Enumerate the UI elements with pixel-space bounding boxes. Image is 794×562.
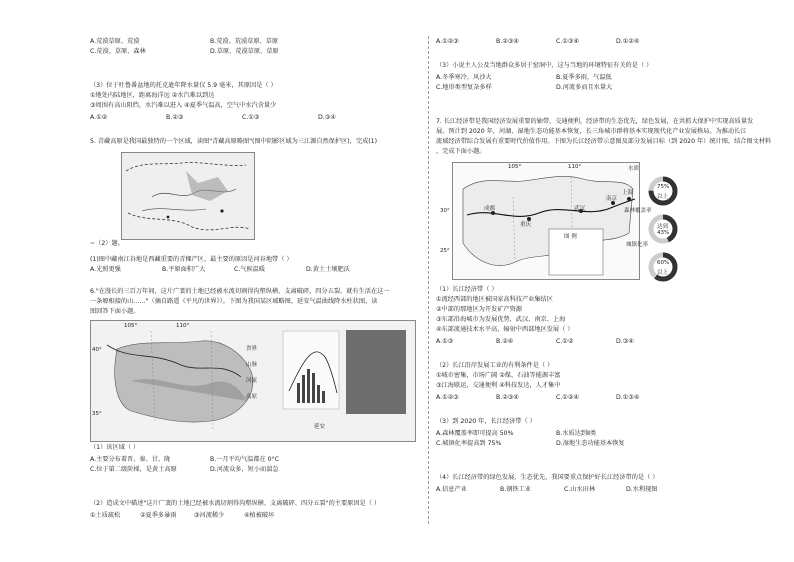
q7-2-option-b: B.②③④ — [496, 394, 519, 401]
top-option-a: A.①②③ — [436, 38, 459, 45]
q3-option-b: B.②③ — [166, 114, 184, 121]
map-lat-30: 30° — [440, 208, 450, 214]
map-label-nanjing: 南京 — [606, 196, 618, 202]
ring-water-quality — [648, 176, 678, 206]
stat-urban-value: 60% — [657, 260, 670, 266]
q7-line2: 展。预计到 2020 年，河湖、湿地生态功能基本恢复，长三角城市群将基本实现现代化产业发展格局。为推动长江 — [436, 128, 747, 135]
q7-1-option-c: C.①② — [556, 338, 574, 345]
stat-water-label: 水质 — [628, 166, 640, 172]
column-divider — [428, 36, 429, 524]
q3-line2: ③周围有高山阻挡，水汽难以进入 ④夏季气温高，空气中水汽含量少 — [90, 102, 277, 109]
top-option-c: C.①③④ — [556, 38, 579, 45]
q6-option-d: D.河流众多，短小而湍急 — [210, 466, 279, 473]
q5-stem: 5. 青藏高原是我国最独特的一个区域，读图"青藏高原略图"(图中阴影区域为三江源自然保护区)，完成(1) — [90, 138, 378, 145]
lat-label-40: 40° — [92, 347, 102, 353]
r-q3-option-b: B.夏季多雨，气温低 — [556, 74, 612, 81]
q-prev-option-a: A.荒漠草原、荒漠 — [90, 38, 140, 45]
q7-2-line2: ③江海联运，交通便利 ④科技发达，人才集中 — [436, 382, 561, 389]
q5-sub: ~（2）题。 — [90, 240, 124, 247]
q7-line3: 流域经济带综合发展有重要时代价值作用。下图为长江经济带示意图及部分发展目标（到 2020 年）统计图。结合图文材料 — [436, 138, 772, 145]
stat-urban-note: 以上 — [657, 270, 669, 276]
q7-2-stem: （2）长江沿岸发展工业的有利条件是（ ） — [436, 362, 554, 369]
map-label-shanghai: 上海 — [622, 190, 634, 196]
stat-water-note: 以上 — [657, 194, 669, 200]
q7-1-item-1: ①流经西部的地区被国家高科技产业集结区 — [436, 296, 553, 303]
q6-line2: 一条塬相接的山……"（摘自路遥《平凡的世界》）。下图为我国某区域略图，延安气温曲线降水柱状图，读 — [90, 298, 378, 305]
q7-2-option-d: D.①③④ — [616, 394, 640, 401]
q3-stem: （3）位于吐鲁番盆地的托克逊年降水量仅 5.9 毫米，其原因是（ ） — [90, 82, 277, 89]
q7-1-option-a: A.①③ — [436, 338, 454, 345]
yangtze-economic-belt-map — [452, 162, 640, 280]
q5-option-d: D.黄土土壤肥沃 — [306, 266, 350, 273]
r-q3-option-a: A.冬季寒冷，风沙大 — [436, 74, 492, 81]
legend-river: 河流 — [246, 378, 258, 384]
map-label-chongqing: 重庆 — [520, 222, 532, 228]
legend-province-border: 省界 — [246, 346, 258, 352]
stat-forest-label: 森林覆盖率 — [624, 208, 652, 214]
q7-3-option-b: B.水质达到Ⅱ类 — [556, 430, 597, 437]
q6-option-b: B.一月平均气温都在 0°C — [210, 456, 280, 463]
map-lon-105: 105° — [508, 164, 522, 170]
q5-option-a: A.光照更强 — [90, 266, 121, 273]
q3-line1: ①地处内陆地区，距离海洋远 ②水汽难以到达 — [90, 92, 215, 99]
q6-option-a: A.主要分布着晋、秦、甘、陇 — [90, 456, 171, 463]
q7-3-stem: （3）到 2020 年，长江经济带（ ） — [436, 418, 536, 425]
tibet-map-drawing — [122, 153, 254, 239]
q7-1-stem: （1）长江经济带（ ） — [436, 286, 498, 293]
q6-line3: 图回答下面小题。 — [90, 308, 140, 315]
q5-q1-stem: (1)图中藏南江谷地是西藏重要的青稞产区，最主要的原因是河谷地带（ ） — [90, 256, 293, 263]
q-prev-option-d: D.草原、荒漠草原、草原 — [210, 48, 279, 55]
q7-2-option-c: C.①②④ — [556, 394, 579, 401]
q7-1-item-3: ③东部沿海城市为发展优势，武汉、南京、上海 — [436, 316, 566, 323]
farmer-photo — [346, 330, 406, 414]
q3-option-d: D.③④ — [318, 114, 336, 121]
tibet-plateau-map — [121, 152, 255, 240]
map-label-chengdu: 成都 — [484, 206, 496, 212]
climate-chart-caption: 延安 — [314, 424, 326, 430]
q7-1-item-2: ②中部的那地区为开发矿产资源 — [436, 306, 522, 313]
stat-forest-value: 达到 — [657, 224, 669, 230]
q7-4-option-c: C.山水田林 — [564, 486, 596, 493]
ring-urbanization — [648, 252, 678, 282]
q7-1-item-4: ④东部流通技术水平高，辐射中西部地区发展（ ） — [436, 326, 574, 333]
stat-forest-note: 43% — [657, 230, 670, 236]
q6-q2-item-2: ②夏季多暴雨 — [140, 512, 177, 519]
q7-4-option-b: B.钢铁工业 — [500, 486, 531, 493]
lon-label-110: 110° — [176, 323, 190, 329]
q7-4-stem: （4）长江经济带的绿色发展、生态优先，我国要重点保护好长江经济带的是（ ） — [436, 474, 659, 481]
q7-line4: ，完成下面小题。 — [436, 148, 486, 155]
q7-1-option-b: B.②④ — [496, 338, 514, 345]
q7-2-line1: ①城市密集，市场广阔 ②煤、石油等能源丰富 — [436, 372, 561, 379]
q6-q2-item-3: ③河流稀少 — [194, 512, 225, 519]
q7-3-option-c: C.城镇化率提高到 75% — [436, 440, 502, 447]
r-q3-stem: （3）小说主人公及当地群众多居于窑洞中，这与当地的环境特征有关的是（ ） — [436, 62, 653, 69]
q7-line1: 7. 长江经济带是我国经济发展重要的轴带，交通便利，经济带的生态优先，绿色发展，在共抓大保护中实现高质量发 — [436, 118, 754, 125]
q7-2-option-a: A.①②③ — [436, 394, 459, 401]
r-q3-option-d: D.河流多而且水量大 — [556, 84, 613, 91]
r-q3-option-c: C.地形类型复杂多样 — [436, 84, 492, 91]
q6-q2-item-1: ①土质疏松 — [90, 512, 121, 519]
q6-q2-stem: （2）造成文中描述"这片广袤的土地已经被水流切割得沟壑纵横、支离破碎、四分五裂"的主要原因是（ ） — [90, 500, 381, 507]
q6-option-c: C.位于第二级阶梯，是黄土高原 — [90, 466, 177, 473]
q7-3-option-d: D.湿地生态功能基本恢复 — [556, 440, 625, 447]
q5-option-c: C.气候温暖 — [234, 266, 266, 273]
q7-4-option-a: A.信息产业 — [436, 486, 467, 493]
legend-plateau: 高原 — [246, 394, 258, 400]
q6-line1: 6."在漫长的三百万年间，这片广袤的土地已经被水流切割得沟壑纵横、支离破碎，四分五裂。就有生活在这一 — [90, 288, 390, 295]
map-label-wuhan: 武汉 — [574, 206, 586, 212]
q-prev-option-c: C.荒漠、草原、森林 — [90, 48, 146, 55]
map-legend-title: 图 例 — [564, 234, 577, 240]
yangtze-map-drawing — [453, 163, 639, 279]
q7-1-option-d: D.③④ — [616, 338, 634, 345]
top-option-b: B.②③④ — [496, 38, 519, 45]
q7-4-option-d: D.水利现图 — [626, 486, 658, 493]
map-lon-110: 110° — [568, 164, 582, 170]
q6-q2-item-4: ④植被破坏 — [244, 512, 275, 519]
stat-urban-label: 城镇化率 — [626, 242, 649, 248]
q-prev-option-b: B.荒漠、荒漠草原、草原 — [210, 38, 279, 45]
q3-option-c: C.①③ — [242, 114, 260, 121]
legend-mountain: 山脉 — [246, 362, 258, 368]
map-lat-25: 25° — [440, 248, 450, 254]
q6-q1-stem: （1）该区域（ ） — [90, 444, 140, 451]
q3-option-a: A.①② — [90, 114, 108, 121]
q7-3-option-a: A.森林覆盖率即可提高 50% — [436, 430, 514, 437]
lat-label-35: 35° — [92, 411, 102, 417]
q5-option-b: B.平原面积广大 — [162, 266, 206, 273]
stat-water-value: 75% — [657, 184, 670, 190]
lon-label-105: 105° — [124, 323, 138, 329]
top-option-d: D.①②④ — [616, 38, 640, 45]
